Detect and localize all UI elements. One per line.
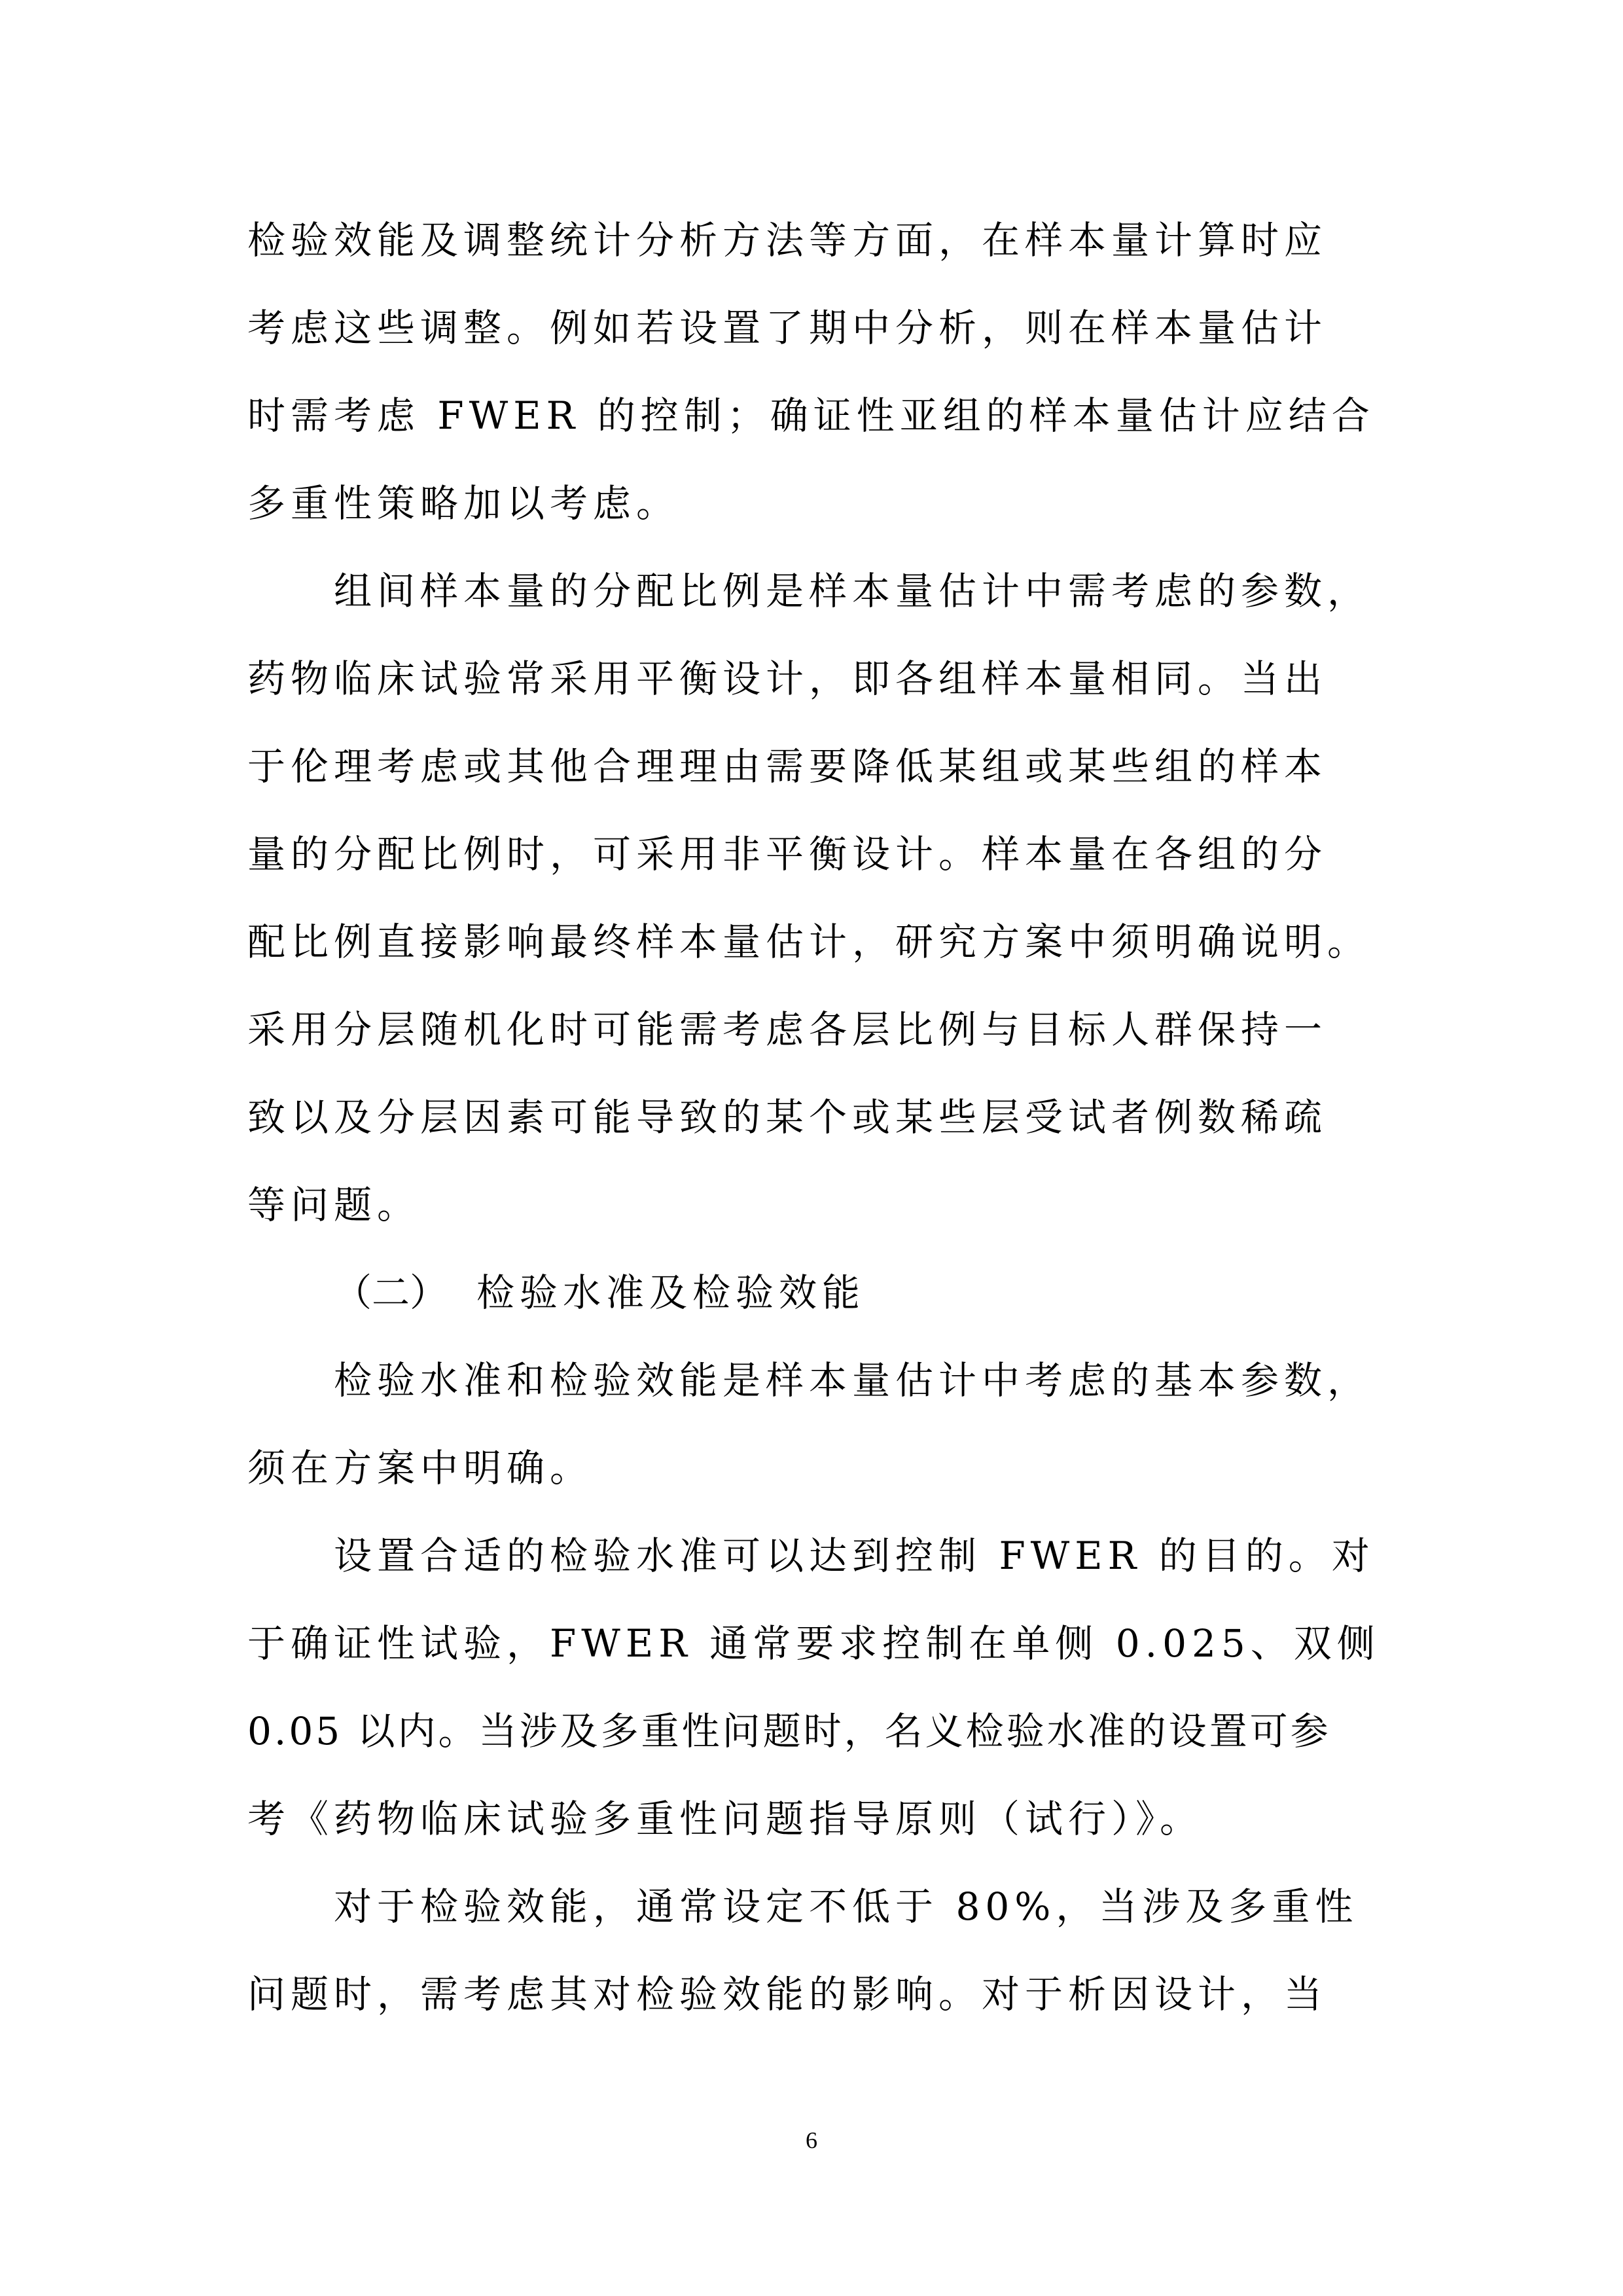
paragraph-line: 采用分层随机化时可能需考虑各层比例与目标人群保持一	[247, 1007, 1328, 1052]
paragraph-line: 须在方案中明确。	[247, 1446, 594, 1490]
paragraph-line: 量的分配比例时，可采用非平衡设计。样本量在各组的分	[247, 832, 1328, 876]
paragraph-line: 药物临床试验常采用平衡设计，即各组样本量相同。当出	[247, 656, 1328, 701]
paragraph-line: 时需考虑 FWER 的控制；确证性亚组的样本量估计应结合	[247, 393, 1375, 438]
paragraph-line: 检验效能及调整统计分析方法等方面，在样本量计算时应	[247, 218, 1328, 262]
paragraph-line: 考虑这些调整。例如若设置了期中分析，则在样本量估计	[247, 306, 1328, 350]
paragraph-line: 组间样本量的分配比例是样本量估计中需考虑的参数，	[334, 569, 1371, 613]
paragraph-line: 对于检验效能，通常设定不低于 80%，当涉及多重性	[334, 1884, 1359, 1929]
paragraph-line: 设置合适的检验水准可以达到控制 FWER 的目的。对	[334, 1534, 1375, 1578]
paragraph-line: 于伦理考虑或其他合理理由需要降低某组或某些组的样本	[247, 744, 1328, 789]
paragraph-line: 致以及分层因素可能导致的某个或某些层受试者例数稀疏	[247, 1095, 1328, 1139]
paragraph-line: 问题时，需考虑其对检验效能的影响。对于析因设计，当	[247, 1972, 1328, 2017]
paragraph-line: 配比例直接影响最终样本量估计，研究方案中须明确说明。	[247, 920, 1371, 964]
paragraph-line: 0.05 以内。当涉及多重性问题时，名义检验水准的设置可参	[247, 1709, 1331, 1753]
page-number: 6	[806, 2127, 817, 2153]
paragraph-line: 多重性策略加以考虑。	[247, 481, 680, 526]
section-heading-number: （二）	[334, 1270, 448, 1315]
paragraph-line: 于确证性试验，FWER 通常要求控制在单侧 0.025、双侧	[247, 1621, 1380, 1666]
section-heading-title: 检验水准及检验效能	[476, 1270, 866, 1315]
paragraph-line: 等问题。	[247, 1183, 421, 1227]
paragraph-line: 考《药物临床试验多重性问题指导原则（试行）》。	[247, 1797, 1204, 1841]
paragraph-line: 检验水准和检验效能是样本量估计中考虑的基本参数，	[334, 1358, 1371, 1403]
